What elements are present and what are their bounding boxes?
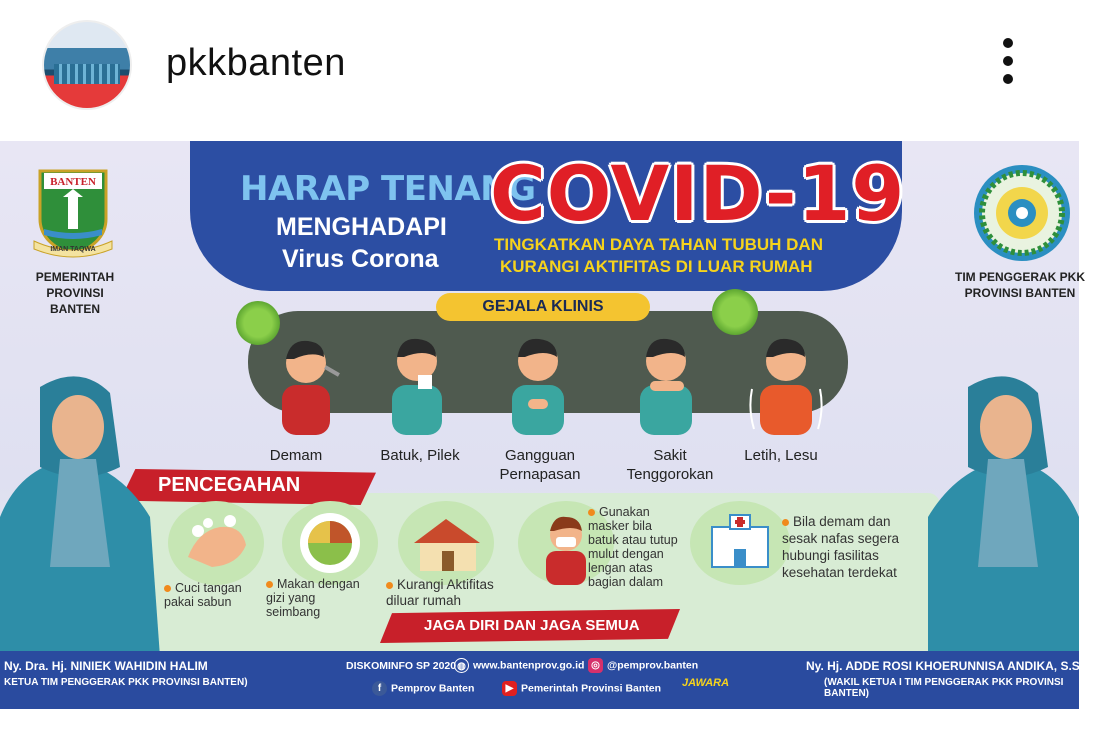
hospital-icon <box>690 501 790 585</box>
left-logo-caption: PEMERINTAH PROVINSI BANTEN <box>35 270 115 316</box>
bullet-dot <box>588 509 595 516</box>
headline-menghadapi: MENGHADAPI <box>276 213 447 241</box>
left-official-photo <box>0 367 160 657</box>
avatar-group-row <box>54 74 120 84</box>
slogan-text: JAGA DIRI DAN JAGA SEMUA <box>424 617 640 634</box>
right-logo-caption: TIM PENGGERAK PKK PROVINSI BANTEN <box>954 270 1085 300</box>
tagline-line-2: KURANGI AKTIFITAS DI LUAR RUMAH <box>500 257 813 276</box>
tagline-line-1: TINGKATKAN DAYA TAHAN TUBUH DAN <box>494 235 823 254</box>
banten-emblem-icon <box>30 163 116 259</box>
globe-icon: ◍ <box>454 658 469 673</box>
post-header <box>0 0 1079 130</box>
breathing-person-icon <box>500 329 578 439</box>
fatigue-person-icon <box>748 329 826 439</box>
right-official-photo <box>918 367 1079 657</box>
bullet-dot <box>266 581 273 588</box>
house-icon <box>398 501 494 585</box>
headline-harap-tenang: HARAP TENANG <box>240 169 536 209</box>
prevention-label: Bila demam dan sesak nafas segera hubungi fasilitas kesehatan terdekat <box>782 514 900 580</box>
instagram-handle: @pemprov.banten <box>607 659 699 672</box>
username[interactable]: pkkbanten <box>166 42 346 84</box>
credit-text: DISKOMINFO SP 2020 <box>346 660 457 672</box>
gejala-klinis-label: GEJALA KLINIS <box>436 293 650 321</box>
prevention-label: Kurangi Aktifitas diluar rumah <box>386 577 494 608</box>
right-official-name: Ny. Hj. ADDE ROSI KHOERUNNISA ANDIKA, S.Sos., M <box>806 659 1114 673</box>
pencegahan-label: PENCEGAHAN <box>158 474 301 496</box>
more-vertical-icon[interactable] <box>996 38 1020 94</box>
prevention-label: Gunakan masker bila batuk atau tutup mulut dengan lengan atas bagian dalam <box>588 505 678 589</box>
symptom-label: Sakit Tenggorokan <box>626 447 714 483</box>
left-official-title: KETUA TIM PENGGERAK PKK PROVINSI BANTEN) <box>4 677 248 688</box>
balanced-meal-icon <box>282 501 378 585</box>
right-official-title: (WAKIL KETUA I TIM PENGGERAK PKK PROVINSI BANTEN) <box>824 677 1064 699</box>
cough-person-icon <box>380 329 458 439</box>
jawara-logo: JAWARA <box>682 677 730 689</box>
emblem-banten-text: BANTEN <box>50 176 96 188</box>
headline-virus-corona: Virus Corona <box>282 245 439 273</box>
symptom-label: Batuk, Pilek <box>380 447 460 464</box>
facebook-text: Pemprov Banten <box>391 682 475 695</box>
symptom-label: Demam <box>269 447 323 464</box>
handwashing-icon <box>168 501 264 585</box>
facebook-icon: f <box>372 681 387 696</box>
youtube-icon: ▶ <box>502 681 517 696</box>
instagram-icon: ◎ <box>588 658 603 673</box>
symptom-label: Gangguan Pernapasan <box>499 447 581 483</box>
covid-title: COVID-19 <box>490 149 906 238</box>
sore-throat-person-icon <box>628 329 706 439</box>
left-official-name: Ny. Dra. Hj. NINIEK WAHIDIN HALIM <box>4 659 208 673</box>
bullet-dot <box>164 585 171 592</box>
symptom-label: Letih, Lesu <box>744 447 818 464</box>
avatar[interactable] <box>42 20 132 110</box>
prevention-label: Cuci tangan pakai sabun <box>164 581 242 609</box>
youtube-text: Pemerintah Provinsi Banten <box>521 682 662 695</box>
pkk-emblem-icon <box>970 161 1074 265</box>
avatar-group-row <box>54 64 120 74</box>
bullet-dot <box>782 519 789 526</box>
website-text: www.bantenprov.go.id <box>473 659 585 672</box>
post-image <box>0 141 1114 709</box>
fever-person-icon <box>272 329 350 439</box>
bullet-dot <box>386 582 393 589</box>
emblem-motto-text: IMAN TAQWA <box>50 246 96 253</box>
prevention-label: Makan dengan gizi yang seimbang <box>266 577 360 619</box>
